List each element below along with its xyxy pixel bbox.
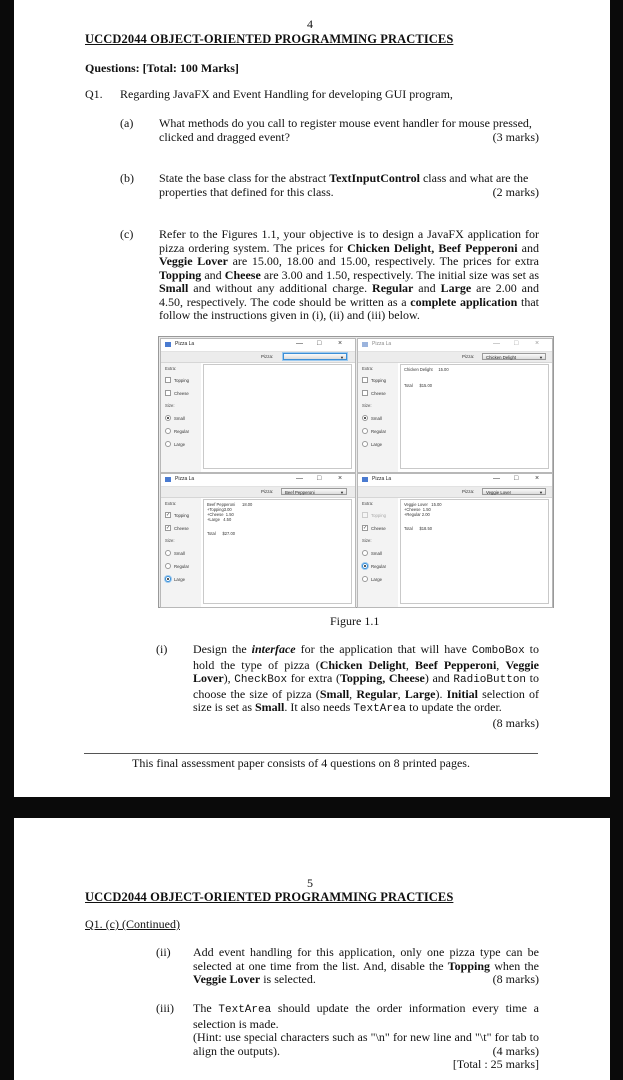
cheese-checkbox[interactable]: ✓ (363, 525, 368, 531)
cheese-label: Cheese (174, 391, 189, 396)
title-bar (358, 474, 552, 487)
order-textarea[interactable] (203, 499, 352, 604)
pizza-label: Pizza: (462, 354, 475, 359)
part-b-line2-row (159, 186, 539, 200)
order-line: +Topping3.00 (207, 507, 232, 512)
combo-value: Beef Pepperoni (285, 490, 315, 495)
question-number: Q1. (85, 87, 103, 101)
figure-1-1 (158, 336, 554, 608)
large-label: Large (371, 577, 382, 582)
cheese-checkbox[interactable] (362, 390, 368, 396)
combo-value: Chicken Delight (486, 355, 517, 360)
size-label: Size: (362, 403, 372, 408)
cheese-label: Cheese (371, 391, 386, 396)
small-radio[interactable] (362, 550, 368, 556)
order-total: Total $15.00 (404, 383, 432, 388)
order-total: Total $27.00 (207, 531, 235, 536)
question-text: Regarding JavaFX and Event Handling for developing GUI program, (120, 87, 453, 101)
part-iii-label: (iii) (156, 1001, 174, 1015)
title-bar (161, 339, 355, 352)
regular-label: Regular (371, 564, 387, 569)
large-label: Large (174, 442, 185, 447)
part-iii-marks: (4 marks) (492, 1043, 539, 1058)
part-a-line2: clicked and dragged event? (159, 129, 290, 144)
app-icon (165, 342, 171, 347)
pizza-bar (161, 352, 355, 363)
pizza-combobox[interactable] (482, 488, 546, 495)
page-number: 5 (307, 876, 313, 890)
small-label: Small (174, 416, 185, 421)
part-iii-text: The TextArea should update the order information every time a selection is made. (Hint: use special characters such as "\n" for new line and "\t" for tab to align the outputs). (4 marks) [Total : 25 marks] (193, 1001, 539, 1071)
pizza-window-empty (160, 338, 356, 473)
part-a-line2-row (159, 131, 539, 145)
small-label: Small (174, 551, 185, 556)
close-icon[interactable]: × (535, 475, 540, 482)
regular-label: Regular (371, 429, 387, 434)
close-icon[interactable]: × (338, 475, 343, 482)
order-line: Veggie Lover 15.00 (404, 502, 442, 507)
order-textarea[interactable] (203, 364, 352, 469)
size-label: Size: (362, 538, 372, 543)
maximize-icon[interactable]: □ (317, 340, 322, 347)
part-a-line1: What methods do you call to register mouse event handler for mouse pressed, (159, 116, 532, 130)
order-line: +Cheese 1.50 (404, 507, 431, 512)
topping-label: Topping (371, 513, 387, 518)
window-title: Pizza La (175, 476, 195, 482)
large-label: Large (174, 577, 185, 582)
extra-label: Extra: (165, 366, 177, 371)
part-iii-hint: (Hint: use special characters such as "\n" for new line and "\t" for tab to align the outputs). (193, 1030, 539, 1058)
cheese-checkbox[interactable]: ✓ (166, 525, 171, 531)
pizza-label: Pizza: (261, 354, 274, 359)
options-panel (161, 363, 201, 472)
maximize-icon[interactable]: □ (317, 475, 322, 482)
part-b-line2: properties that defined for this class. (159, 184, 334, 199)
part-c-text: Refer to the Figures 1.1, your objective is to design a JavaFX application for pizza ordering system. The prices for Chicken Delight, Beef Pepperoni and Veggie Lover are 15.00, 18.00 and 15.00, respectively. The prices for extra Topping and Cheese are 3.00 and 1.50, respectively. The initial size was set as Small and without any additional charge. Regular and Large are 2.00 and 4.50, respectively. The code should be written as a complete application that follow the instructions given in (i), (ii) and (iii) below. (159, 227, 540, 322)
minimize-icon[interactable]: — (493, 475, 500, 482)
footer-divider (84, 753, 538, 754)
regular-radio[interactable] (362, 563, 368, 569)
part-a-marks: (3 marks) (492, 129, 539, 144)
regular-radio[interactable] (165, 428, 171, 434)
close-icon[interactable]: × (535, 340, 540, 347)
maximize-icon[interactable]: □ (514, 475, 519, 482)
app-icon (165, 477, 171, 482)
order-line: Chicken Delight 15.00 (404, 367, 449, 372)
part-ii-label: (ii) (156, 945, 171, 959)
regular-label: Regular (174, 564, 190, 569)
topping-checkbox[interactable] (362, 377, 368, 383)
title-bar (161, 474, 355, 487)
combo-value: Veggie Lover (486, 490, 512, 495)
large-radio[interactable] (362, 576, 368, 582)
order-textarea[interactable] (400, 499, 549, 604)
pizza-bar (161, 487, 355, 498)
question-total: [Total : 25 marks] (452, 1057, 539, 1071)
topping-label: Topping (174, 378, 190, 383)
pizza-combobox[interactable] (283, 353, 347, 360)
options-panel (161, 498, 201, 607)
extra-label: Extra: (165, 501, 177, 506)
window-title: Pizza La (372, 341, 392, 347)
part-b-marks: (2 marks) (492, 184, 539, 199)
large-label: Large (371, 442, 382, 447)
window-title: Pizza La (175, 341, 195, 347)
options-panel (358, 498, 398, 607)
pizza-combobox[interactable] (281, 488, 347, 495)
part-b-label: (b) (120, 171, 134, 185)
cheese-label: Cheese (371, 526, 386, 531)
large-radio[interactable] (165, 441, 171, 447)
topping-checkbox-disabled (362, 512, 368, 518)
page-number: 4 (307, 17, 313, 31)
order-total: Total $18.50 (404, 526, 432, 531)
small-radio[interactable] (362, 415, 368, 421)
small-label: Small (371, 551, 382, 556)
options-panel (358, 363, 398, 472)
regular-radio[interactable] (362, 428, 368, 434)
size-label: Size: (165, 403, 175, 408)
topping-label: Topping (371, 378, 387, 383)
part-b-text (159, 172, 539, 199)
order-line: +Large 4.50 (207, 517, 232, 522)
figure-caption: Figure 1.1 (330, 614, 380, 628)
part-ii-marks: (8 marks) (492, 972, 539, 986)
topping-checkbox[interactable]: ✓ (166, 512, 171, 518)
title-bar (358, 339, 552, 352)
pizza-bar (358, 352, 552, 363)
small-label: Small (371, 416, 382, 421)
part-a-text (159, 117, 539, 144)
minimize-icon[interactable]: — (493, 340, 500, 347)
chevron-down-icon: ▼ (340, 355, 344, 360)
order-line: +Cheese 1.50 (207, 512, 234, 517)
chevron-down-icon: ▼ (539, 355, 543, 360)
window-title: Pizza La (372, 476, 392, 482)
regular-radio[interactable] (165, 563, 171, 569)
small-radio[interactable] (165, 550, 171, 556)
questions-total: Questions: [Total: 100 Marks] (85, 61, 239, 75)
part-c-label: (c) (120, 227, 134, 241)
part-ii-text: Add event handling for this application, only one pizza type can be selected at one time from the list. And, disable the Topping when the Veggie Lover is selected. (8 marks) (193, 945, 539, 986)
order-textarea[interactable] (400, 364, 549, 469)
continued-heading: Q1. (c) (Continued) (85, 917, 180, 931)
app-icon (362, 477, 368, 482)
regular-label: Regular (174, 429, 190, 434)
order-line: Beef Pepperoni 18.00 (207, 502, 253, 507)
chevron-down-icon: ▼ (539, 490, 543, 495)
cheese-label: Cheese (174, 526, 189, 531)
topping-checkbox[interactable] (165, 377, 171, 383)
page-footer: This final assessment paper consists of 4 questions on 8 printed pages. (132, 756, 470, 770)
app-icon (362, 342, 368, 347)
cheese-checkbox[interactable] (165, 390, 171, 396)
chevron-down-icon: ▼ (340, 490, 344, 495)
pizza-bar (358, 487, 552, 498)
minimize-icon[interactable]: — (296, 340, 303, 347)
extra-label: Extra: (362, 366, 374, 371)
size-label: Size: (165, 538, 175, 543)
part-a-label: (a) (120, 116, 134, 130)
part-i-label: (i) (156, 642, 168, 656)
pizza-window-beef (160, 473, 356, 608)
part-i-text: Design the interface for the application that will have ComboBox to hold the type of pizza (Chicken Delight, Beef Pepperoni, Veggie Lover), CheckBox for extra (Topping, Cheese) and RadioButton to choose the size of pizza (Small, Regular, Large). Initial selection of size is set as Small. It also needs TextArea to update the order. (8 marks) (193, 642, 539, 730)
small-radio[interactable] (165, 415, 171, 421)
pizza-combobox[interactable] (482, 353, 546, 360)
order-line: +Regular 2.00 (404, 512, 430, 517)
pizza-window-chicken (357, 338, 553, 473)
large-radio[interactable] (165, 576, 171, 582)
topping-label: Topping (174, 513, 190, 518)
close-icon[interactable]: × (338, 340, 343, 347)
exam-page-5 (14, 818, 610, 1080)
part-b-line1: State the base class for the abstract TextInputControl class and what are the (159, 171, 529, 185)
exam-page-4 (14, 0, 610, 797)
pizza-label: Pizza: (261, 489, 274, 494)
course-header: UCCD2044 OBJECT-ORIENTED PROGRAMMING PRACTICES (85, 32, 454, 46)
pizza-window-veggie (357, 473, 553, 608)
extra-label: Extra: (362, 501, 374, 506)
minimize-icon[interactable]: — (296, 475, 303, 482)
pizza-label: Pizza: (462, 489, 475, 494)
part-i-marks: (8 marks) (492, 715, 539, 730)
large-radio[interactable] (362, 441, 368, 447)
course-header: UCCD2044 OBJECT-ORIENTED PROGRAMMING PRACTICES (85, 890, 454, 904)
maximize-icon[interactable]: □ (514, 340, 519, 347)
